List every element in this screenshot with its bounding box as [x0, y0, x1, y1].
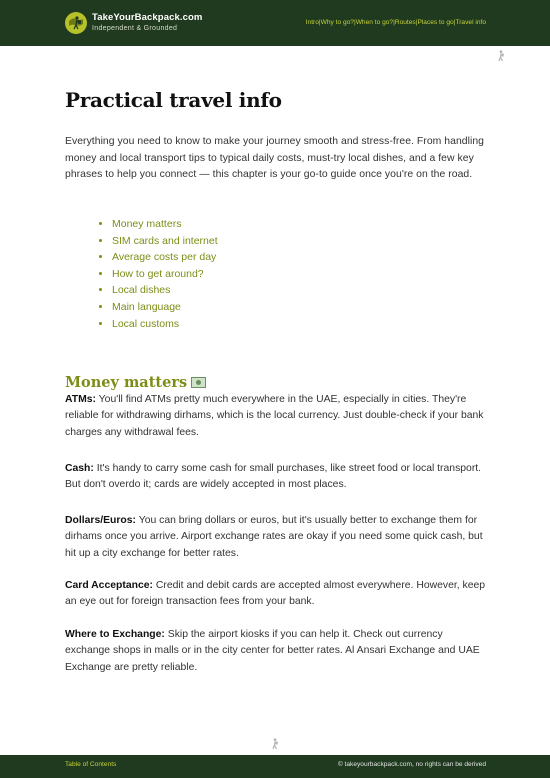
toc-link-average-costs[interactable]: • Average costs per day [112, 249, 218, 266]
nav-link-when-to-go[interactable]: When to go? [355, 19, 394, 26]
paragraph-term: Card Acceptance: [65, 580, 153, 591]
nav-link-places-to-go[interactable]: Places to go [417, 19, 454, 26]
nav-separator: | [318, 19, 321, 26]
top-header-bar [0, 0, 550, 46]
paragraph-where-to-exchange [65, 627, 489, 676]
paragraph-term: ATMs: [65, 394, 96, 405]
brand-name[interactable]: TakeYourBackpack.com [92, 12, 203, 23]
nav-separator: | [453, 19, 456, 26]
top-navigation [306, 19, 486, 26]
toc-link-local-customs[interactable]: • Local customs [112, 316, 218, 333]
paragraph-term: Where to Exchange: [65, 629, 165, 640]
brand-tagline: Independent & Grounded [92, 25, 178, 32]
nav-link-why-to-go[interactable]: Why to go? [320, 19, 354, 26]
nav-separator: | [393, 19, 395, 26]
toc-link-money-matters[interactable]: • Money matters [112, 216, 218, 233]
page-title: Practical travel info [65, 88, 282, 112]
nav-link-intro[interactable]: Intro [305, 19, 319, 26]
toc-link-get-around[interactable]: • How to get around? [112, 266, 218, 283]
paragraph-text: You can bring dollars or euros, but it's usually better to exchange them for dirhams once you arrive. Airport exchange rates are okay if you need some quick cash, but hit up a city exchange for better rates. [65, 515, 483, 559]
footer-bar [0, 755, 550, 778]
nav-separator: | [353, 19, 356, 26]
paragraph-term: Cash: [65, 463, 94, 474]
section-heading-money-matters [65, 374, 206, 391]
toc-link-main-language[interactable]: • Main language [112, 299, 218, 316]
paragraph-text: Skip the airport kiosks if you can help it. Check out currency exchange shops in malls or in the city center for better rates. Al Ansari Exchange and UAE Exchange are pretty reliable. [65, 629, 480, 673]
paragraph-card-acceptance [65, 578, 489, 611]
hiker-icon [270, 738, 280, 752]
intro-paragraph: Everything you need to know to make your journey smooth and stress-free. From handling money and local transport tips to typical daily costs, must-try local dishes, and a few key phrases to help you connect — this chapter is your go-to guide once you're on the road. [65, 136, 484, 181]
section-heading-text: Money matters [65, 374, 188, 391]
hiker-icon [496, 50, 506, 64]
paragraph-text: You'll find ATMs pretty much everywhere in the UAE, especially in cities. They're reliable for withdrawing dirhams, which is the local currency. Just double-check if your bank charges any withdrawal fees. [65, 394, 484, 438]
paragraph-atms [65, 392, 489, 441]
paragraph-text: Credit and debit cards are accepted almost everywhere. However, keep an eye out for foreign transaction fees from your bank. [65, 580, 486, 608]
paragraph-dollars-euros [65, 513, 489, 562]
toc-link-sim-cards[interactable]: • SIM cards and internet [112, 233, 218, 250]
copyright-notice: © takeyourbackpack.com, no rights can be derived [337, 761, 486, 768]
nav-link-routes[interactable]: Routes [394, 19, 416, 26]
globe-backpacker-logo-icon[interactable] [65, 12, 87, 34]
nav-link-travel-info[interactable]: Travel info [455, 19, 486, 26]
banknote-icon [191, 377, 206, 388]
paragraph-text: It's handy to carry some cash for small purchases, like street food or local transport. But don't overdo it; cards are widely accepted in most places. [65, 463, 482, 491]
table-of-contents-link[interactable]: Table of Contents [65, 761, 117, 768]
chapter-contents-list [98, 216, 218, 332]
nav-separator: | [415, 19, 418, 26]
paragraph-cash [65, 461, 489, 494]
toc-link-local-dishes[interactable]: • Local dishes [112, 282, 218, 299]
paragraph-term: Dollars/Euros: [65, 515, 137, 526]
